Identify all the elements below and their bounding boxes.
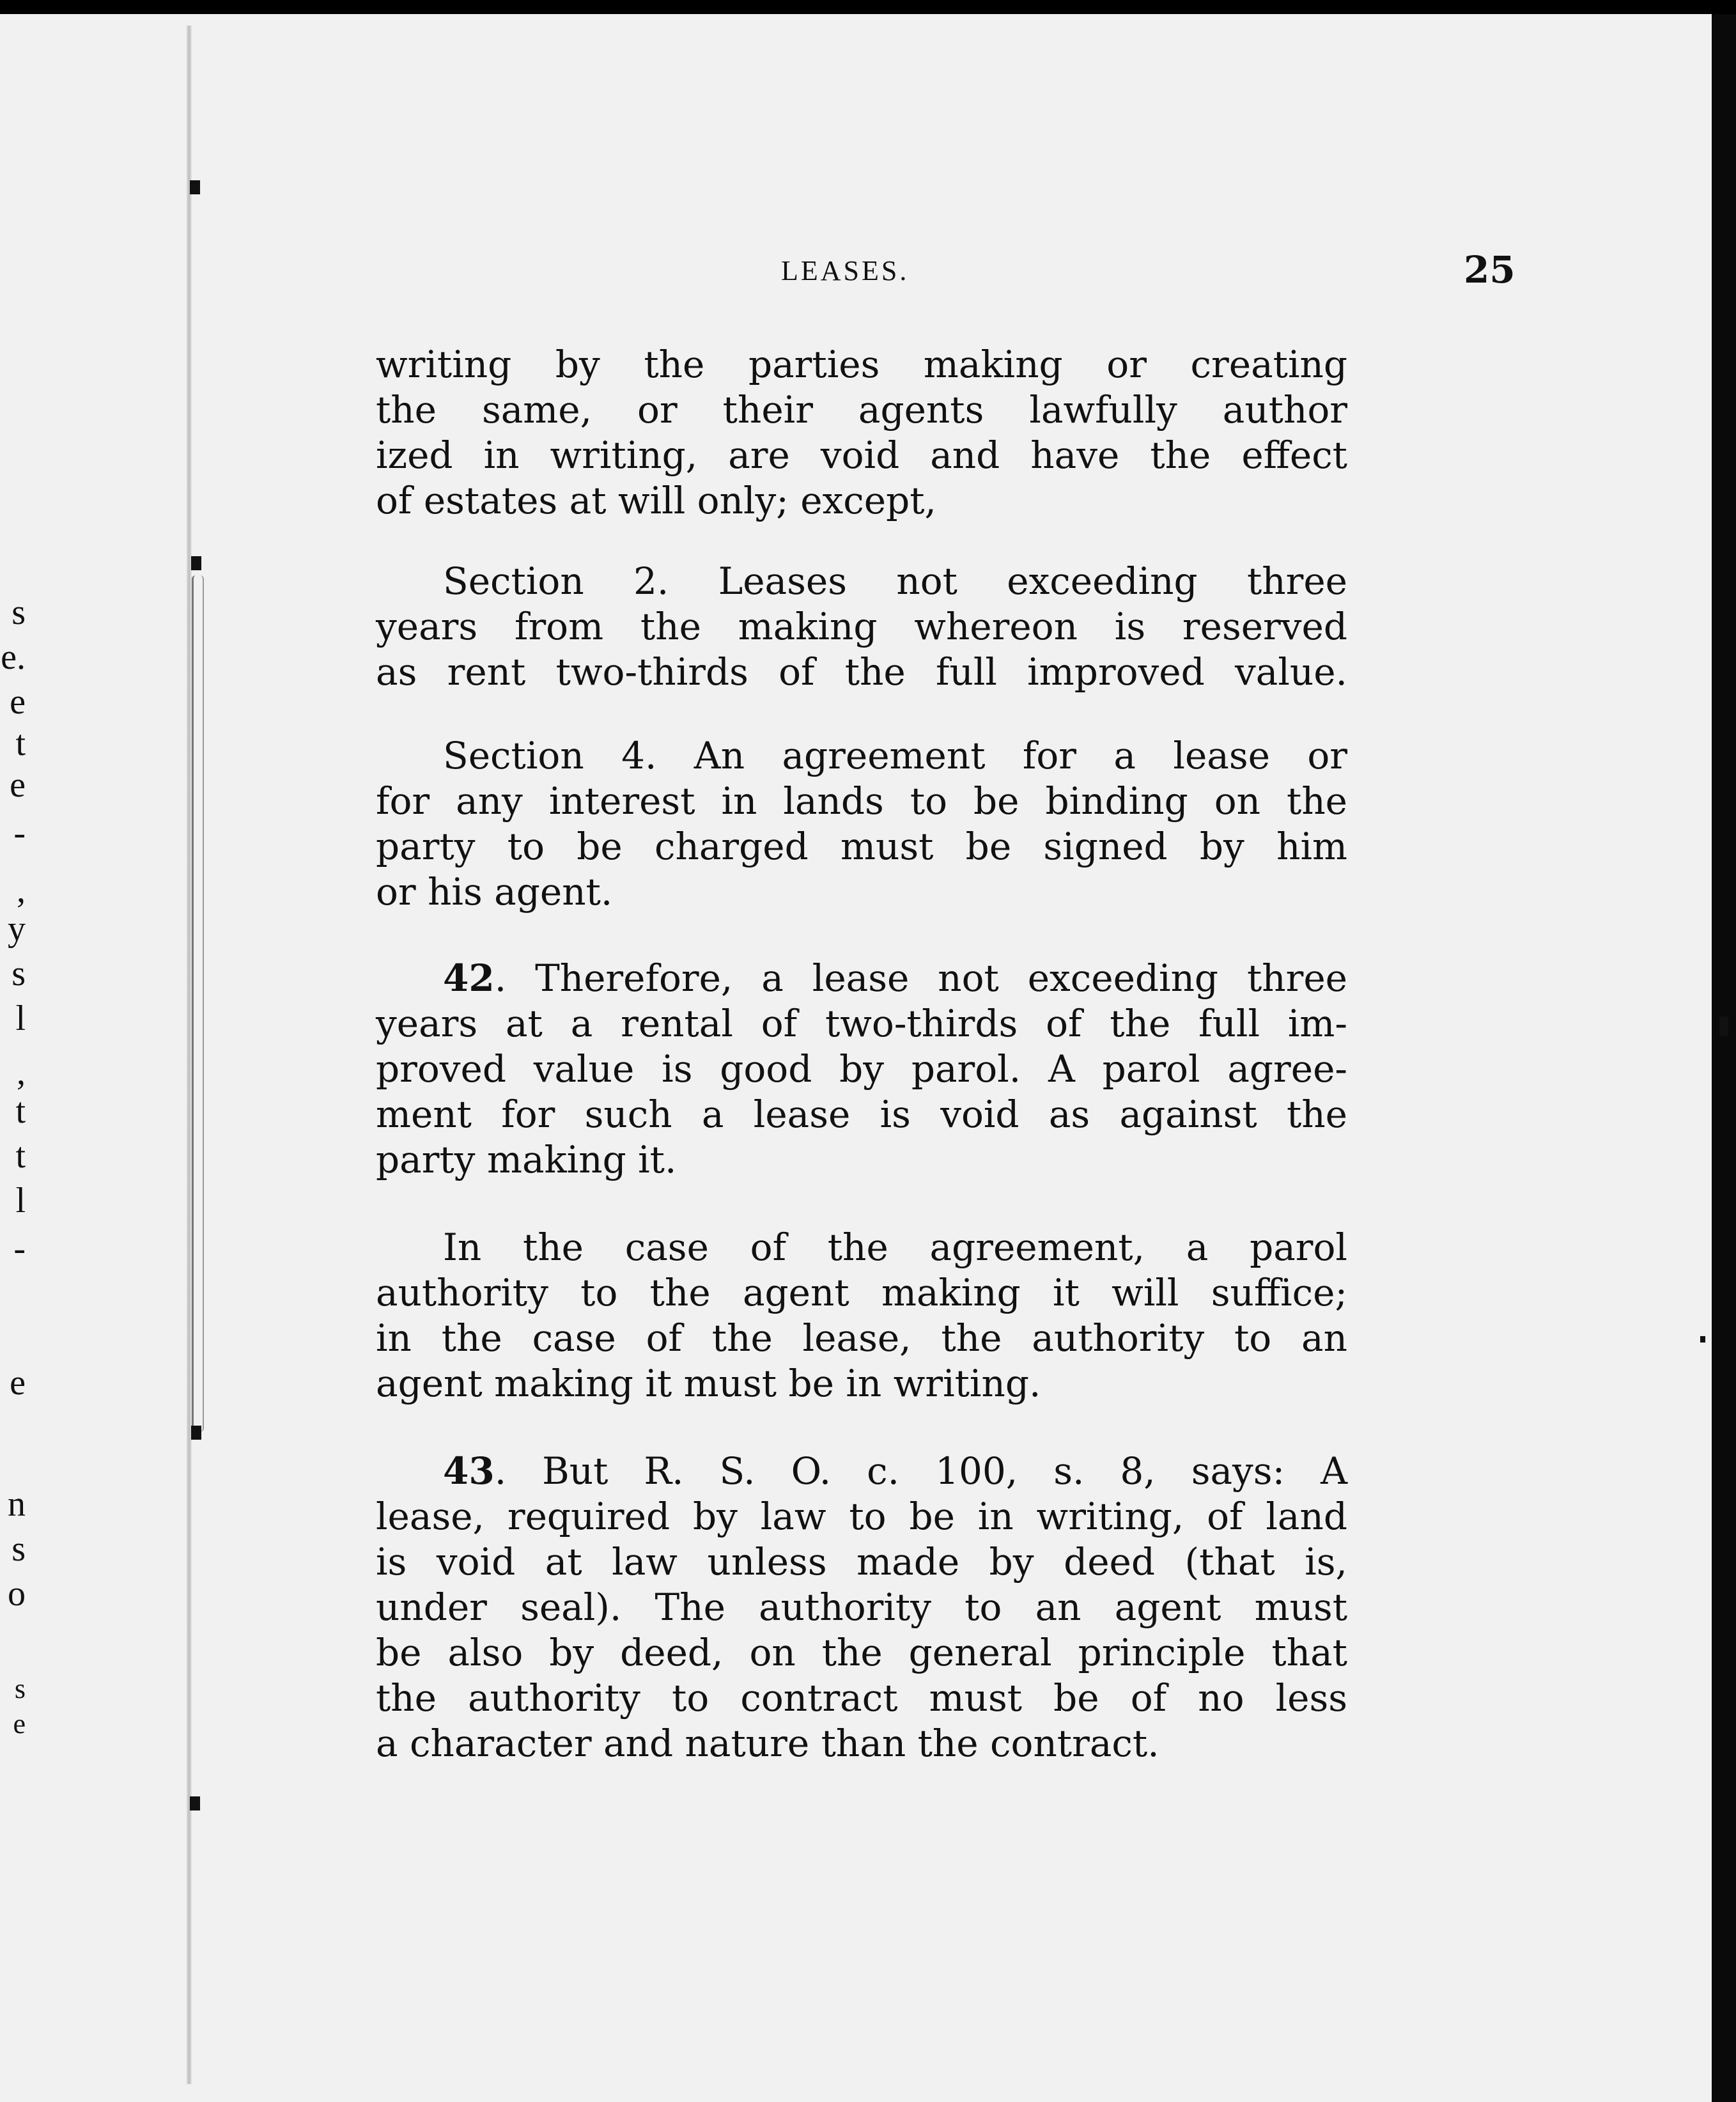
stitch-mark [190, 1796, 200, 1810]
text-line: ized in writing, are void and have the effect [376, 433, 1347, 477]
text-line: agent making it must be in writing. [376, 1362, 1041, 1405]
text-line: in the case of the lease, the authority to an [376, 1316, 1347, 1360]
scan-edge [1712, 14, 1736, 2102]
paragraph [376, 342, 1347, 524]
bleed-char: s [14, 1673, 26, 1704]
body-text [376, 342, 1347, 1766]
bleed-char: s [12, 593, 26, 632]
text-line: the authority to contract must be of no less [376, 1676, 1347, 1720]
margin-speck [1719, 1016, 1728, 1036]
paragraph-43 [376, 1449, 1347, 1766]
running-head: LEASES. [781, 255, 910, 286]
margin-speck [1700, 1336, 1705, 1343]
text-line: a character and nature than the contract. [376, 1722, 1159, 1765]
text-line: In the case of the agreement, a parol [443, 1226, 1347, 1269]
bleed-char: e [10, 765, 26, 805]
text-line: is void at law unless made by deed (that is, [376, 1540, 1347, 1584]
text-line [376, 1449, 1347, 1494]
text-line: proved value is good by parol. A parol agree- [376, 1047, 1347, 1091]
paragraph-42 [376, 956, 1347, 1183]
bleed-char: e [10, 682, 26, 722]
text-line: Section 2. Leases not exceeding three [443, 559, 1347, 603]
text-line: years from the making whereon is reserved [376, 605, 1347, 648]
bleed-char: s [12, 1529, 26, 1569]
bleed-char: y [8, 909, 26, 949]
text-line: for any interest in lands to be binding on the [376, 779, 1347, 823]
text-line: years at a rental of two-thirds of the full im- [376, 1002, 1347, 1045]
bleed-char: - [13, 813, 26, 853]
bleed-char: s [12, 954, 26, 993]
bleed-char: n [8, 1484, 26, 1524]
bleed-char: o [8, 1574, 26, 1614]
text-line: under seal). The authority to an agent must [376, 1585, 1347, 1629]
text-line [376, 956, 1347, 1001]
text-line: party making it. [376, 1138, 677, 1181]
text-line-content: . Therefore, a lease not exceeding three [494, 956, 1347, 1000]
text-line: writing by the parties making or creating [376, 343, 1347, 386]
bleed-char: t [15, 1091, 26, 1131]
text-line: as rent two-thirds of the full improved value. [376, 650, 1347, 694]
text-line: the same, or their agents lawfully author [376, 388, 1347, 432]
bleed-char: e [10, 1363, 26, 1403]
paragraph-number: 43 [443, 1449, 495, 1493]
text-line: authority to the agent making it will suffice; [376, 1271, 1347, 1314]
text-line: be also by deed, on the general principle that [376, 1631, 1347, 1674]
page-number: 25 [1464, 248, 1515, 292]
text-line: of estates at will only; except, [376, 479, 936, 522]
gutter-fold [187, 26, 192, 2084]
text-line: party to be charged must be signed by him [376, 825, 1347, 868]
bleed-char: t [15, 724, 26, 763]
bleed-char: l [15, 1181, 26, 1220]
text-line: ment for such a lease is void as against the [376, 1093, 1347, 1136]
stitch-mark [191, 1426, 201, 1440]
bleed-char: e. [1, 637, 26, 677]
paragraph-number: 42 [443, 956, 495, 1000]
stitch-mark [191, 556, 201, 570]
bleed-char: e [13, 1708, 26, 1740]
text-line: Section 4. An agreement for a lease or [443, 734, 1347, 777]
text-line: lease, required by law to be in writing, of land [376, 1495, 1347, 1538]
paragraph-section-2 [376, 559, 1347, 695]
bleed-char: , [17, 1053, 26, 1093]
bleed-char: l [15, 999, 26, 1038]
bleed-char: t [15, 1136, 26, 1176]
text-line: or his agent. [376, 870, 613, 914]
bleed-char: - [13, 1229, 26, 1268]
paragraph-section-4 [376, 733, 1347, 915]
paragraph-agreement [376, 1225, 1347, 1406]
bleed-char: , [17, 871, 26, 910]
binding-thread [192, 575, 204, 1432]
stitch-mark [190, 180, 200, 194]
text-line-content: . But R. S. O. c. 100, s. 8, says: A [494, 1449, 1347, 1493]
